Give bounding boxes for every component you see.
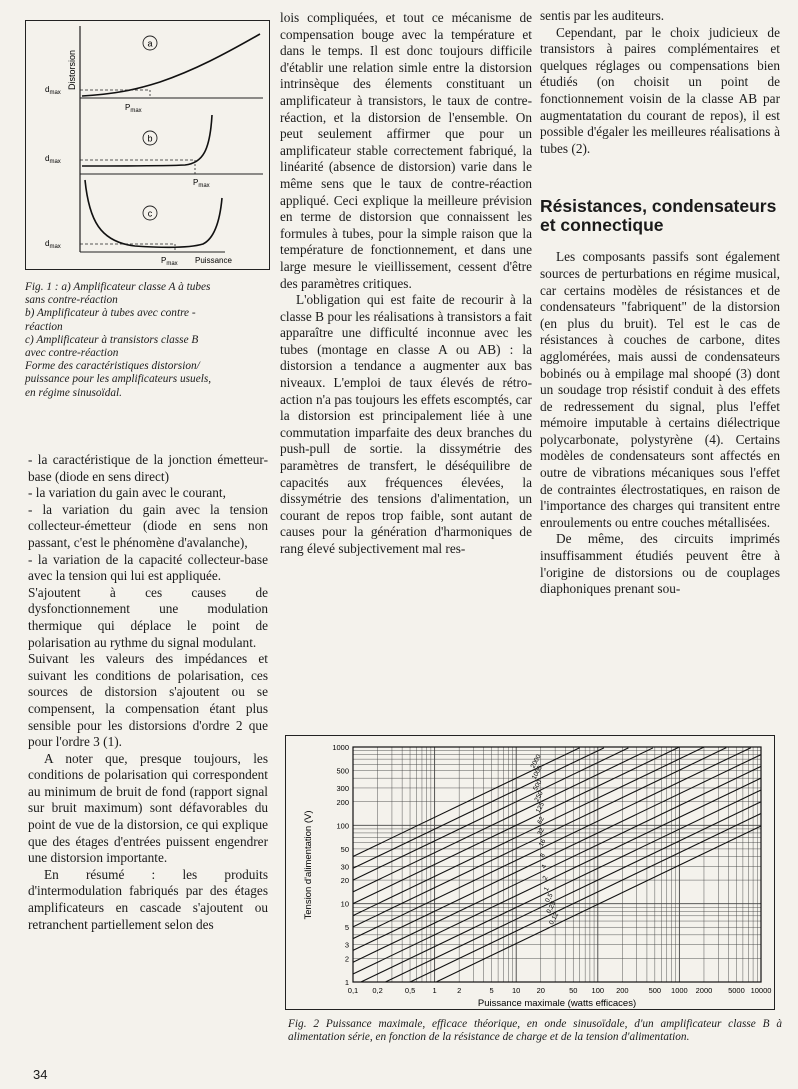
- caption-line: puissance pour les amplificateurs usuels,: [25, 373, 212, 386]
- figure-1-caption: [25, 281, 270, 400]
- caption-line: b) Amplificateur à tubes avec contre -: [25, 307, 196, 320]
- x-tick-label: 500: [648, 986, 662, 995]
- fig2-x-tick-labels: [348, 986, 772, 995]
- load-line-label: 1: [542, 885, 551, 893]
- y-tick-label: 10: [340, 899, 349, 909]
- paragraph: S'ajoutent à ces causes de dysfonctionnement une modulation thermique qui déplace le point de polarisation au rythme du signal modulant.: [28, 584, 268, 650]
- column-2: [280, 10, 532, 558]
- y-tick-label: 500: [336, 766, 349, 776]
- column-1: [28, 452, 268, 933]
- paragraph: Les composants passifs sont également sources de perturbations en régime musical, car certains modèles de résistances et de condensateurs "fabriquent" de la distorsion (en plus du bruit). Tel est le cas de résistances à couches de carbone, dites agglomérées, mais aussi de condensateurs bobinés ou à empilage mal shoopé (3) dont un soudage trop résistif conduit à des effets de redressement du signal, plus l'effet mémoire imputable à certains diélectrique polycarbonate, polystyrène (4). Certains modèles de condensateurs sont affectés en outre de vibrations mécaniques sous l'effet de contraintes électrostatiques, en raison de l'importance des charges qui transitent entre enroulements ou entre couches métallisées.: [540, 249, 780, 530]
- section-heading: Résistances, condensateurs et connectique: [540, 196, 777, 236]
- figure-2-caption: Fig. 2 Puissance maximale, efficace théorique, en onde sinusoïdale, d'un amplificateur classe B à alimentation série, en fonction de la résistance de charge et de la tension d'alimentation.: [288, 1018, 782, 1043]
- paragraph: - la caractéristique de la jonction émetteur-base (diode en sens direct): [28, 452, 268, 484]
- caption-line: sans contre-réaction: [25, 294, 118, 307]
- caption-line: Forme des caractéristiques distorsion/: [25, 360, 200, 373]
- x-tick-label: 200: [616, 986, 629, 995]
- load-line-label: 0,5: [544, 892, 555, 904]
- load-line: [353, 748, 579, 857]
- page-number: 34: [33, 1067, 48, 1082]
- fig1-panel-label-b: b: [147, 133, 153, 144]
- fig2-load-lines: [353, 747, 761, 982]
- paragraph: L'obligation qui est faite de recourir à la classe B pour les réalisations à transistors a fait apparaître une difficulté inconnue avec les tubes (montage en classe A ou AB) : la distorsion a tendance a augmenter aux bas niveaux. L'emploi de taux élevés de rétro-action n'a pas toujours les effets escomptés, car la distorsion est principalement liée à une commutation imparfaite des deux branches du push-pull de sortie. la dissymétrie des paramètres de transfert, le déséquilibre de capacités aux fréquences élevées, la dissymétrie des tensions d'alimentation, un courant de repos trop faible, sont autant de causes pour la génération d'harmoniques de rang élevé subjectivement mal res-: [280, 292, 532, 556]
- paragraph: Suivant les valeurs des impédances et suivant les conditions de polarisation, ces sources de distorsion s'ajoutent ou se compensent, la compensation étant plus sensible pour les distorsions d'ordre 2 que pour l'ordre 3 (1).: [28, 651, 268, 750]
- x-tick-label: 0,5: [404, 986, 416, 995]
- fig1-dmax-b: $d_{max}$: [45, 154, 61, 165]
- load-line-label: 0,12: [548, 911, 561, 926]
- fig1-panel-label-a: a: [147, 38, 153, 49]
- y-tick-label: 5: [344, 923, 349, 933]
- caption-line: avec contre-réaction: [25, 347, 119, 360]
- load-line: [361, 790, 761, 982]
- fig1-xlabel: Puissance: [195, 256, 232, 265]
- x-tick-label: 2: [457, 986, 462, 995]
- y-tick-label: 200: [336, 797, 349, 807]
- load-line-label: 250: [533, 790, 545, 804]
- x-tick-label: 50: [569, 986, 578, 995]
- curve-a: [82, 34, 260, 96]
- paragraph: De même, des circuits imprimés insuffisamment étudiés peuvent être à l'origine de distorsions ou de couplages diaphoniques prenant sou-: [540, 531, 780, 597]
- y-tick-label: 300: [336, 783, 349, 793]
- caption-line: en régime sinusoïdal.: [25, 386, 122, 399]
- load-line-label: 4: [540, 863, 549, 871]
- fig1-panel-label-c: c: [147, 208, 153, 219]
- y-tick-label: 1: [344, 978, 349, 987]
- load-line-label: 1000: [530, 764, 544, 781]
- paragraph: En résumé : les produits d'intermodulation fabriqués par des étages amplificateurs en cascade s'ajoutent ou retranchent partiellement selon des: [28, 866, 268, 932]
- load-line: [353, 748, 653, 892]
- x-tick-label: 10: [512, 986, 521, 995]
- column-3: [540, 8, 780, 598]
- y-tick-label: 2: [344, 954, 349, 964]
- fig2-ylabel: Tension d'alimentation (V): [303, 810, 314, 920]
- curve-c: [85, 180, 222, 247]
- caption-line: Fig. 1 : a) Amplificateur classe A à tubes: [25, 281, 211, 293]
- load-line-label: 125: [534, 801, 547, 815]
- fig1-ylabel: Distorsion: [67, 49, 77, 91]
- fig1-pmax-c: $P_{max}$: [161, 256, 178, 267]
- fig2-xlabel: Puissance maximale (watts efficaces): [477, 998, 637, 1009]
- x-tick-label: 2000: [695, 986, 713, 995]
- x-tick-label: 100: [591, 986, 605, 995]
- fig2-y-tick-labels: [332, 743, 349, 987]
- load-line-label: 2000: [529, 753, 543, 770]
- paragraph: sentis par les auditeurs.: [540, 8, 665, 23]
- fig1-pmax-a: $P_{max}$: [125, 103, 142, 114]
- paragraph: - la variation du gain avec le courant,: [28, 485, 226, 501]
- load-line-label: 0,25: [545, 900, 558, 915]
- load-line: [353, 748, 604, 871]
- x-tick-label: 1: [432, 986, 437, 995]
- paragraph: - la variation de la capacité collecteur-base avec la tension qui lui est appliquée.: [28, 551, 268, 584]
- x-tick-label: 0,2: [372, 986, 383, 995]
- y-tick-label: 50: [340, 844, 349, 854]
- x-tick-label: 10000: [750, 986, 772, 995]
- caption-line: réaction: [25, 320, 63, 333]
- load-line: [353, 766, 761, 962]
- paragraph: - la variation du gain avec la tension collecteur-émetteur (diode en sens non passant, c'est le phénomène d'avalanche),: [28, 501, 268, 550]
- fig1-dmax-a: $d_{max}$: [45, 85, 61, 96]
- y-tick-label: 20: [340, 876, 349, 886]
- paragraph: Cependant, par le choix judicieux de transistors à paires complémentaires et quelques réglages ou compensations bien étudiés (on choisit un point de fonctionnement voisin de la classe AB par augmentatation du courant de repos), il est possible d'égaler les meilleures réalisations à tubes (2).: [540, 24, 780, 156]
- x-tick-label: 1000: [671, 986, 688, 995]
- load-line-label: 500: [532, 778, 544, 792]
- fig1-dmax-c: $d_{max}$: [45, 239, 61, 250]
- load-line-label: 62: [536, 815, 546, 826]
- load-line-label: 16: [537, 838, 548, 848]
- y-tick-label: 3: [344, 940, 349, 950]
- x-tick-label: 5000: [728, 986, 745, 995]
- caption-line: c) Amplificateur à transistors classe B: [25, 333, 199, 346]
- load-line-label: 2: [541, 874, 550, 882]
- x-tick-label: 20: [536, 986, 545, 995]
- y-tick-label: 1000: [332, 743, 349, 752]
- paragraph: lois compliquées, et tout ce mécanisme de compensation bouge avec la température et dans le temps. Il est donc toujours difficile d'établir une relation simle entre la distorsion intrinsèque des élements constituant un amplificateur à transistors, le taux de contre-réaction, et la distorsion de l'ensemble. On peut seulement affirmer que pour un amplificateur stable correctement fabriqué, la linéarité (absence de distorsion) varie dans le même sens que le taux de contre-réaction appliqué. Ceci explique la meilleure prévision en terme de distorsion que connaissent les formules à tubes, pour la simple raison que la température de fonctionnement, et dans une large mesure le vieillissement, cessent d'être des paramètres critiques.: [280, 10, 532, 291]
- x-tick-label: 5: [489, 986, 494, 995]
- paragraph: A noter que, presque toujours, les conditions de polarisation qui correspondent au minimum de bruit de fond (rapport signal sur bruit maximum) sont défavorables du point de vue de la distorsion, ce qui explique que des étages d'entrées puissent engendrer une distorsion importante.: [28, 750, 268, 866]
- fig1-pmax-b: $P_{max}$: [193, 178, 210, 189]
- load-line-label: 8: [539, 852, 547, 859]
- load-line-label: 32: [536, 826, 547, 837]
- figure-2-power-chart: [285, 735, 775, 1010]
- x-tick-label: 0,1: [347, 986, 359, 995]
- y-tick-label: 30: [340, 862, 349, 872]
- figure-1-distortion-curves: [25, 20, 270, 270]
- y-tick-label: 100: [336, 821, 349, 831]
